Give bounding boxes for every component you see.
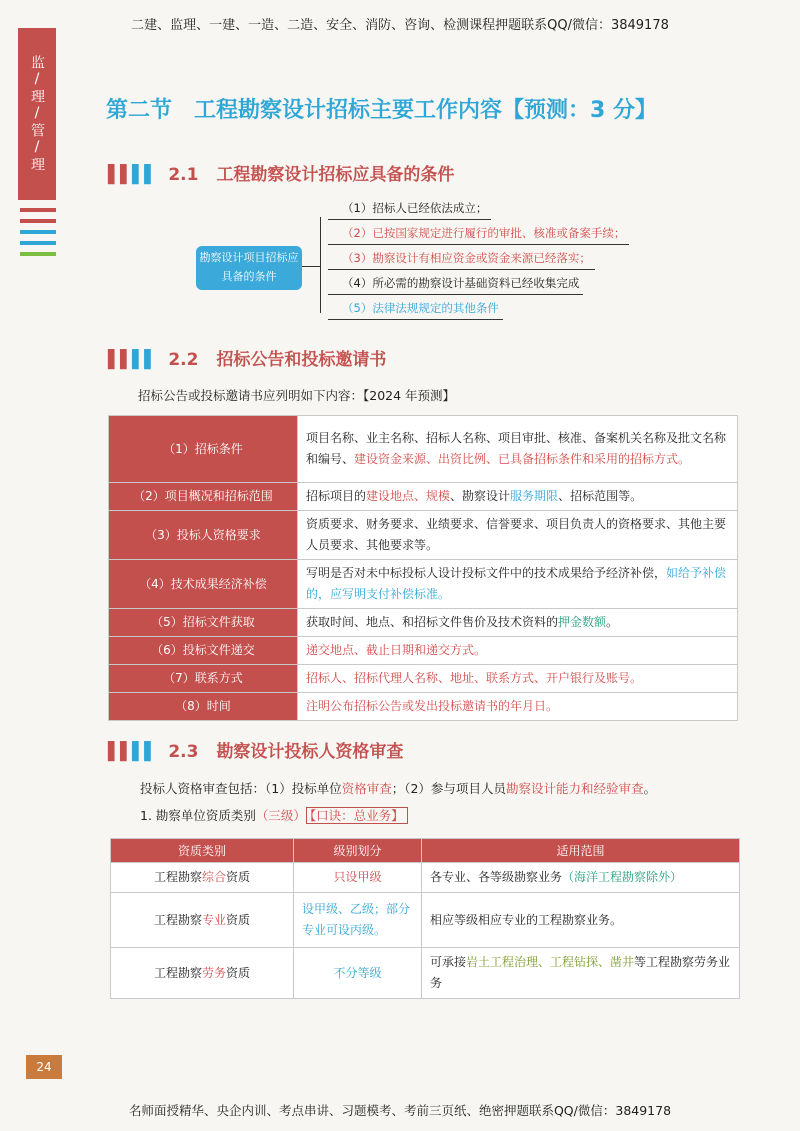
heading-2-1: ▌▌▌▌ 2.1 工程勘察设计招标应具备的条件: [108, 165, 455, 185]
condition-item: （1）招标人已经依法成立；: [328, 200, 491, 220]
row-label: （2）项目概况和招标范围: [109, 483, 298, 511]
heading-2-2: ▌▌▌▌ 2.2 招标公告和投标邀请书: [108, 350, 387, 370]
notice-content-table: [108, 415, 738, 721]
qual-scope: 相应等级相应专业的工程勘察业务。: [422, 893, 740, 948]
table-row: [111, 893, 740, 948]
row-value: 获取时间、地点、和招标文件售价及技术资料的押金数额。: [298, 609, 738, 637]
qual-level: 不分等级: [294, 948, 422, 999]
row-label: （5）招标文件获取: [109, 609, 298, 637]
row-value: 招标人、招标代理人名称、地址、联系方式、开户银行及账号。: [298, 665, 738, 693]
row-value: 递交地点、截止日期和递交方式。: [298, 637, 738, 665]
heading-bars-icon: ▌▌▌▌: [108, 165, 157, 185]
page-number: 24: [26, 1055, 62, 1079]
row-value: 招标项目的建设地点、规模、勘察设计服务期限、招标范围等。: [298, 483, 738, 511]
heading-bars-icon: ▌▌▌▌: [108, 742, 157, 762]
row-label: （7）联系方式: [109, 665, 298, 693]
condition-item: （5）法律法规规定的其他条件: [328, 300, 503, 320]
qual-level: 设甲级、乙级；部分专业可设丙级。: [294, 893, 422, 948]
row-value: 写明是否对未中标投标人设计投标文件中的技术成果给予经济补偿，如给予补偿的，应写明支付补偿标准。: [298, 560, 738, 609]
row-label: （3）投标人资格要求: [109, 511, 298, 560]
table-row: [111, 863, 740, 893]
table-header-row: [111, 839, 740, 863]
condition-item: （4）所必需的勘察设计基础资料已经收集完成: [328, 275, 583, 295]
row-label: （6）投标文件递交: [109, 637, 298, 665]
table-row: [109, 665, 738, 693]
section-title: 第二节 工程勘察设计招标主要工作内容【预测：3 分】: [106, 98, 657, 123]
table-row: [109, 637, 738, 665]
qual-scope: 可承接岩土工程治理、工程钻探、凿井等工程勘察劳务业务: [422, 948, 740, 999]
footer-note: 名师面授精华、央企内训、考点串讲、习题模考、考前三页纸、绝密押题联系QQ/微信：3849178: [128, 1103, 672, 1118]
conditions-center-box: 勘察设计项目招标应具备的条件: [196, 246, 302, 290]
table-row: [109, 416, 738, 483]
row-value: 项目名称、业主名称、招标人名称、项目审批、核准、备案机关名称及批文名称和编号、建设资金来源、出资比例、已具备招标条件和采用的招标方式。: [298, 416, 738, 483]
table-row: [109, 560, 738, 609]
row-label: （4）技术成果经济补偿: [109, 560, 298, 609]
table-row: [109, 483, 738, 511]
table-row: [111, 948, 740, 999]
row-label: （1）招标条件: [109, 416, 298, 483]
column-header: 资质类别: [111, 839, 294, 863]
row-label: （8）时间: [109, 693, 298, 721]
qualification-table: [110, 838, 740, 999]
side-tab: 监/理/管/理: [18, 28, 56, 200]
qual-level: 只设甲级: [294, 863, 422, 893]
s23-category: 1. 勘察单位资质类别（三级） 【口诀：总业务】: [140, 806, 408, 824]
column-header: 级别划分: [294, 839, 422, 863]
qual-category: 工程勘察综合资质: [111, 863, 294, 893]
qual-category: 工程勘察劳务资质: [111, 948, 294, 999]
table-row: [109, 609, 738, 637]
heading-bars-icon: ▌▌▌▌: [108, 350, 157, 370]
row-value: 资质要求、财务要求、业绩要求、信誉要求、项目负责人的资格要求、其他主要人员要求、其他要求等。: [298, 511, 738, 560]
row-value: 注明公布招标公告或发出投标邀请书的年月日。: [298, 693, 738, 721]
s22-intro: 招标公告或投标邀请书应列明如下内容：【2024 年预测】: [138, 388, 456, 403]
condition-item: （3）勘察设计有相应资金或资金来源已经落实；: [328, 250, 595, 270]
qual-scope: 各专业、各等级勘察业务（海洋工程勘察除外）: [422, 863, 740, 893]
table-row: [109, 693, 738, 721]
qual-category: 工程勘察专业资质: [111, 893, 294, 948]
condition-item: （2）已按国家规定进行履行的审批、核准或备案手续；: [328, 225, 629, 245]
table-row: [109, 511, 738, 560]
header-note: 二建、监理、一建、一造、二造、安全、消防、咨询、检测课程押题联系QQ/微信：3849178: [131, 18, 669, 33]
side-decor-bars: [20, 208, 56, 263]
heading-2-3: ▌▌▌▌ 2.3 勘察设计投标人资格审查: [108, 742, 404, 762]
column-header: 适用范围: [422, 839, 740, 863]
s23-intro: 投标人资格审查包括：（1）投标单位资格审查；（2）参与项目人员勘察设计能力和经验审查。: [140, 781, 656, 796]
